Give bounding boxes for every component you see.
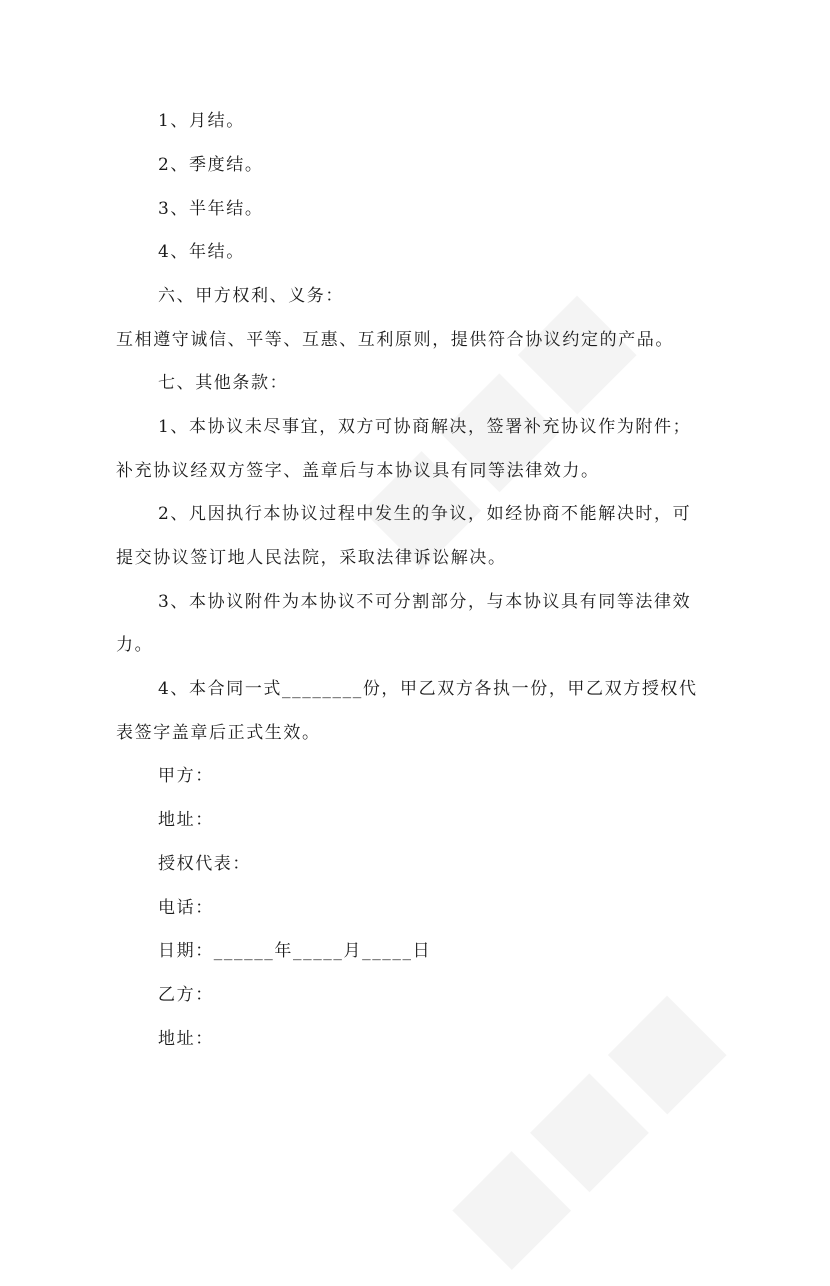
clause-3-line-2: 力。 <box>116 635 154 655</box>
clause-2-line-2: 提交协议签订地人民法院，采取法律诉讼解决。 <box>116 548 507 568</box>
payment-option-quarterly: 2、季度结。 <box>158 155 264 175</box>
clause-1-line-1: 1、本协议未尽事宜，双方可协商解决，签署补充协议作为附件； <box>158 417 692 437</box>
payment-option-half-year: 3、半年结。 <box>158 199 264 219</box>
date-line: 日期：______年_____月_____日 <box>158 941 432 961</box>
party-a-label: 甲方： <box>158 766 214 786</box>
party-b-label: 乙方： <box>158 985 214 1005</box>
party-a-address-label: 地址： <box>158 810 214 830</box>
clause-1-line-2: 补充协议经双方签字、盖章后与本协议具有同等法律效力。 <box>116 461 600 481</box>
payment-option-yearly: 4、年结。 <box>158 242 245 262</box>
clause-4-line-2: 表签字盖章后正式生效。 <box>116 723 321 743</box>
section-heading-other-terms: 七、其他条款： <box>158 373 289 393</box>
clause-3-line-1: 3、本协议附件为本协议不可分割部分，与本协议具有同等法律效 <box>158 592 692 612</box>
authorized-rep-label: 授权代表： <box>158 854 251 874</box>
paragraph-principles: 互相遵守诚信、平等、互惠、互利原则，提供符合协议约定的产品。 <box>116 330 674 350</box>
clause-2-line-1: 2、凡因执行本协议过程中发生的争议，如经协商不能解决时，可 <box>158 504 692 524</box>
party-b-address-label: 地址： <box>158 1029 214 1049</box>
section-heading-party-a: 六、甲方权利、义务： <box>158 286 344 306</box>
clause-4-line-1: 4、本合同一式________份，甲乙双方各执一份，甲乙双方授权代 <box>158 679 698 699</box>
watermark <box>423 962 747 1286</box>
phone-label: 电话： <box>158 898 214 918</box>
payment-option-monthly: 1、月结。 <box>158 111 245 131</box>
